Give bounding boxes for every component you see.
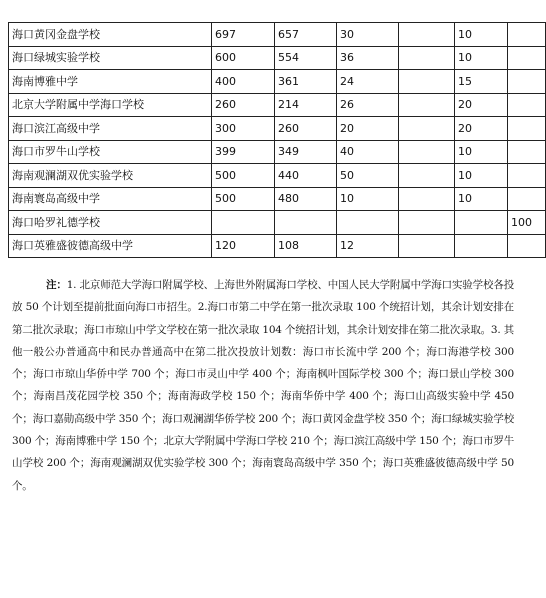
quota-cell bbox=[399, 234, 455, 258]
quota-cell bbox=[508, 23, 546, 47]
quota-cell: 400 bbox=[212, 70, 275, 94]
table-row bbox=[9, 117, 546, 141]
quota-cell: 300 bbox=[212, 117, 275, 141]
school-name-cell: 海口黄冈金盘学校 bbox=[9, 23, 212, 47]
quota-cell bbox=[399, 117, 455, 141]
quota-cell bbox=[508, 117, 546, 141]
school-name-cell: 海口哈罗礼德学校 bbox=[9, 211, 212, 235]
quota-cell: 120 bbox=[212, 234, 275, 258]
quota-cell: 10 bbox=[455, 23, 508, 47]
quota-cell bbox=[455, 211, 508, 235]
table-row bbox=[9, 23, 546, 47]
quota-cell: 349 bbox=[275, 140, 337, 164]
quota-cell: 12 bbox=[337, 234, 399, 258]
quota-cell: 500 bbox=[212, 164, 275, 188]
quota-cell: 657 bbox=[275, 23, 337, 47]
quota-cell bbox=[212, 211, 275, 235]
quota-cell bbox=[508, 46, 546, 70]
table-row bbox=[9, 187, 546, 211]
quota-cell bbox=[399, 140, 455, 164]
quota-cell bbox=[399, 164, 455, 188]
quota-cell bbox=[337, 211, 399, 235]
quota-cell bbox=[275, 211, 337, 235]
quota-cell bbox=[508, 187, 546, 211]
quota-cell: 440 bbox=[275, 164, 337, 188]
footnote bbox=[12, 274, 514, 497]
school-name-cell: 海南观澜湖双优实验学校 bbox=[9, 164, 212, 188]
quota-cell: 108 bbox=[275, 234, 337, 258]
quota-cell: 10 bbox=[455, 187, 508, 211]
table-row bbox=[9, 234, 546, 258]
school-name-cell: 海口市罗牛山学校 bbox=[9, 140, 212, 164]
quota-cell: 554 bbox=[275, 46, 337, 70]
quota-cell: 10 bbox=[455, 46, 508, 70]
quota-cell bbox=[399, 46, 455, 70]
quota-cell: 500 bbox=[212, 187, 275, 211]
quota-cell: 26 bbox=[337, 93, 399, 117]
quota-cell: 20 bbox=[455, 93, 508, 117]
quota-cell: 10 bbox=[337, 187, 399, 211]
quota-cell: 260 bbox=[212, 93, 275, 117]
quota-table bbox=[8, 22, 546, 258]
table-row bbox=[9, 93, 546, 117]
quota-cell: 40 bbox=[337, 140, 399, 164]
school-name-cell: 海口英雅盛彼德高级中学 bbox=[9, 234, 212, 258]
table-row bbox=[9, 70, 546, 94]
table-row bbox=[9, 164, 546, 188]
quota-cell: 10 bbox=[455, 164, 508, 188]
quota-table-body bbox=[9, 23, 546, 258]
table-row bbox=[9, 140, 546, 164]
quota-cell: 260 bbox=[275, 117, 337, 141]
quota-cell: 30 bbox=[337, 23, 399, 47]
footnote-text: 1. 北京师范大学海口附属学校、上海世外附属海口学校、中国人民大学附属中学海口实验学校各投放 50 个计划至提前批面向海口市招生。2.海口市第二中学在第一批次录取 100 个统招计划，其余计划安排在第二批次录取；海口市琼山中学文学校在第一批次录取 104 个统招计划，其余计划安排在第二批次录取。3. 其他一般公办普通高中和民办普通高中在第二批次投放计划数：海口市长流中学 200 个；海口海港学校 300 个；海口市琼山华侨中学 700 个；海口市灵山中学 400 个；海南枫叶国际学校 300 个；海口景山学校 300 个；海南昌茂花园学校 350 个；海南海政学校 150 个；海南华侨中学 400 个；海口山高级实验中学 450 个；海口嘉勋高级中学 350 个；海口观澜湖华侨学校 200 个；海口黄冈金盘学校 350 个；海口绿城实验学校 300 个；海南博雅中学 150 个；北京大学附属中学海口学校 210 个；海口滨江高级中学 150 个；海口市罗牛山学校 200 个；海南观澜湖双优实验学校 300 个；海南寰岛高级中学 350 个；海口英雅盛彼德高级中学 50 个。 bbox=[12, 279, 514, 492]
quota-cell: 20 bbox=[337, 117, 399, 141]
quota-cell bbox=[508, 140, 546, 164]
quota-cell: 399 bbox=[212, 140, 275, 164]
quota-cell bbox=[508, 70, 546, 94]
quota-cell bbox=[399, 187, 455, 211]
quota-cell bbox=[508, 234, 546, 258]
school-name-cell: 海口绿城实验学校 bbox=[9, 46, 212, 70]
quota-cell: 697 bbox=[212, 23, 275, 47]
quota-cell bbox=[455, 234, 508, 258]
quota-cell: 100 bbox=[508, 211, 546, 235]
quota-cell: 24 bbox=[337, 70, 399, 94]
quota-cell: 50 bbox=[337, 164, 399, 188]
quota-cell: 15 bbox=[455, 70, 508, 94]
quota-cell bbox=[508, 164, 546, 188]
school-name-cell: 北京大学附属中学海口学校 bbox=[9, 93, 212, 117]
quota-cell: 214 bbox=[275, 93, 337, 117]
quota-cell: 10 bbox=[455, 140, 508, 164]
school-name-cell: 海南博雅中学 bbox=[9, 70, 212, 94]
school-name-cell: 海南寰岛高级中学 bbox=[9, 187, 212, 211]
quota-cell: 20 bbox=[455, 117, 508, 141]
quota-cell bbox=[399, 23, 455, 47]
quota-cell bbox=[399, 211, 455, 235]
quota-cell bbox=[508, 93, 546, 117]
quota-cell: 480 bbox=[275, 187, 337, 211]
quota-cell: 36 bbox=[337, 46, 399, 70]
quota-cell bbox=[399, 70, 455, 94]
quota-cell bbox=[399, 93, 455, 117]
quota-cell: 600 bbox=[212, 46, 275, 70]
school-name-cell: 海口滨江高级中学 bbox=[9, 117, 212, 141]
table-row bbox=[9, 211, 546, 235]
footnote-label: 注： bbox=[46, 279, 67, 291]
table-row bbox=[9, 46, 546, 70]
quota-cell: 361 bbox=[275, 70, 337, 94]
